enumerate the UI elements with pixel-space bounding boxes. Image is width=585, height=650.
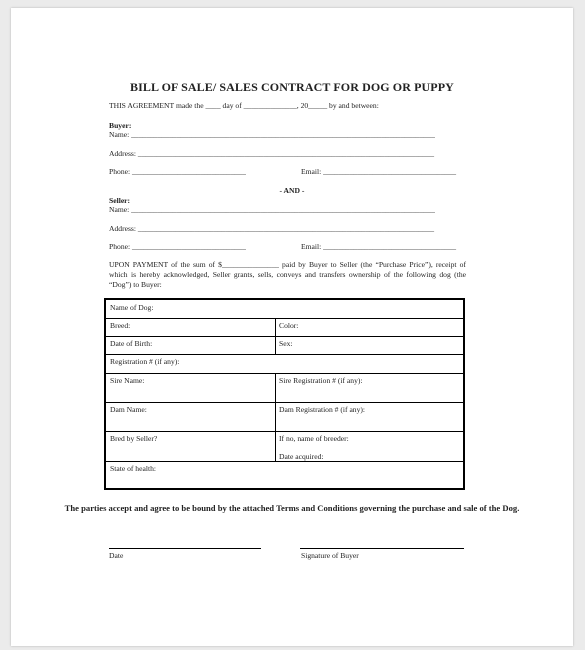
breed-cell[interactable]: Breed: [110, 321, 131, 330]
sire-registration-cell[interactable]: Sire Registration # (if any): [279, 376, 363, 385]
buyer-signature-line[interactable] [300, 548, 464, 549]
color-cell[interactable]: Color: [279, 321, 299, 330]
sex-cell[interactable]: Sex: [279, 339, 293, 348]
sire-name-cell[interactable]: Sire Name: [110, 376, 145, 385]
table-column-divider [275, 373, 276, 461]
name-of-dog-cell[interactable]: Name of Dog: [110, 303, 154, 312]
date-acquired-cell[interactable]: Date acquired: [279, 452, 324, 461]
document-page [11, 8, 573, 646]
table-column-divider [275, 318, 276, 354]
seller-address-field[interactable]: Address: ______________________________________________________________________________ [109, 224, 435, 233]
table-divider [106, 461, 463, 462]
seller-name-field[interactable]: Name: ________________________________________________________________________________ [109, 205, 435, 214]
buyer-address-field[interactable]: Address: ______________________________________________________________________________ [109, 149, 435, 158]
buyer-heading: Buyer: [109, 121, 132, 130]
table-divider [106, 354, 463, 355]
table-divider [106, 402, 463, 403]
buyer-phone-field[interactable]: Phone: ______________________________ [109, 167, 246, 176]
table-divider [106, 373, 463, 374]
seller-phone-field[interactable]: Phone: ______________________________ [109, 242, 246, 251]
buyer-email-field[interactable]: Email: ___________________________________ [301, 167, 457, 176]
date-label: Date [109, 551, 124, 560]
dog-details-table [104, 298, 465, 490]
bred-by-seller-cell[interactable]: Bred by Seller? [110, 434, 158, 443]
and-separator: - AND - [279, 186, 305, 195]
table-divider [106, 431, 463, 432]
table-divider [106, 318, 463, 319]
date-signature-line[interactable] [109, 548, 261, 549]
registration-cell[interactable]: Registration # (if any): [110, 357, 180, 366]
buyer-name-field[interactable]: Name: ________________________________________________________________________________ [109, 130, 435, 139]
document-title: BILL OF SALE/ SALES CONTRACT FOR DOG OR PUPPY [130, 80, 454, 94]
payment-paragraph: UPON PAYMENT of the sum of $_______________ paid by Buyer to Seller (the “Purchase Price”), receipt of which is hereby acknowledged, Seller grants, sells, conveys and transfers ownership of the following dog (the “Dog”) to Buyer: [109, 260, 466, 289]
date-of-birth-cell[interactable]: Date of Birth: [110, 339, 153, 348]
breeder-name-cell[interactable]: If no, name of breeder: [279, 434, 349, 443]
table-divider [106, 336, 463, 337]
buyer-signature-label: Signature of Buyer [301, 551, 359, 560]
agreement-line: THIS AGREEMENT made the ____ day of ______________, 20_____ by and between: [109, 101, 379, 110]
dam-registration-cell[interactable]: Dam Registration # (if any): [279, 405, 366, 414]
seller-heading: Seller: [109, 196, 131, 205]
dam-name-cell[interactable]: Dam Name: [110, 405, 147, 414]
seller-email-field[interactable]: Email: ___________________________________ [301, 242, 457, 251]
state-of-health-cell[interactable]: State of health: [110, 464, 156, 473]
closing-statement: The parties accept and agree to be bound by the attached Terms and Conditions governing the purchase and sale of the Dog. [64, 503, 520, 513]
